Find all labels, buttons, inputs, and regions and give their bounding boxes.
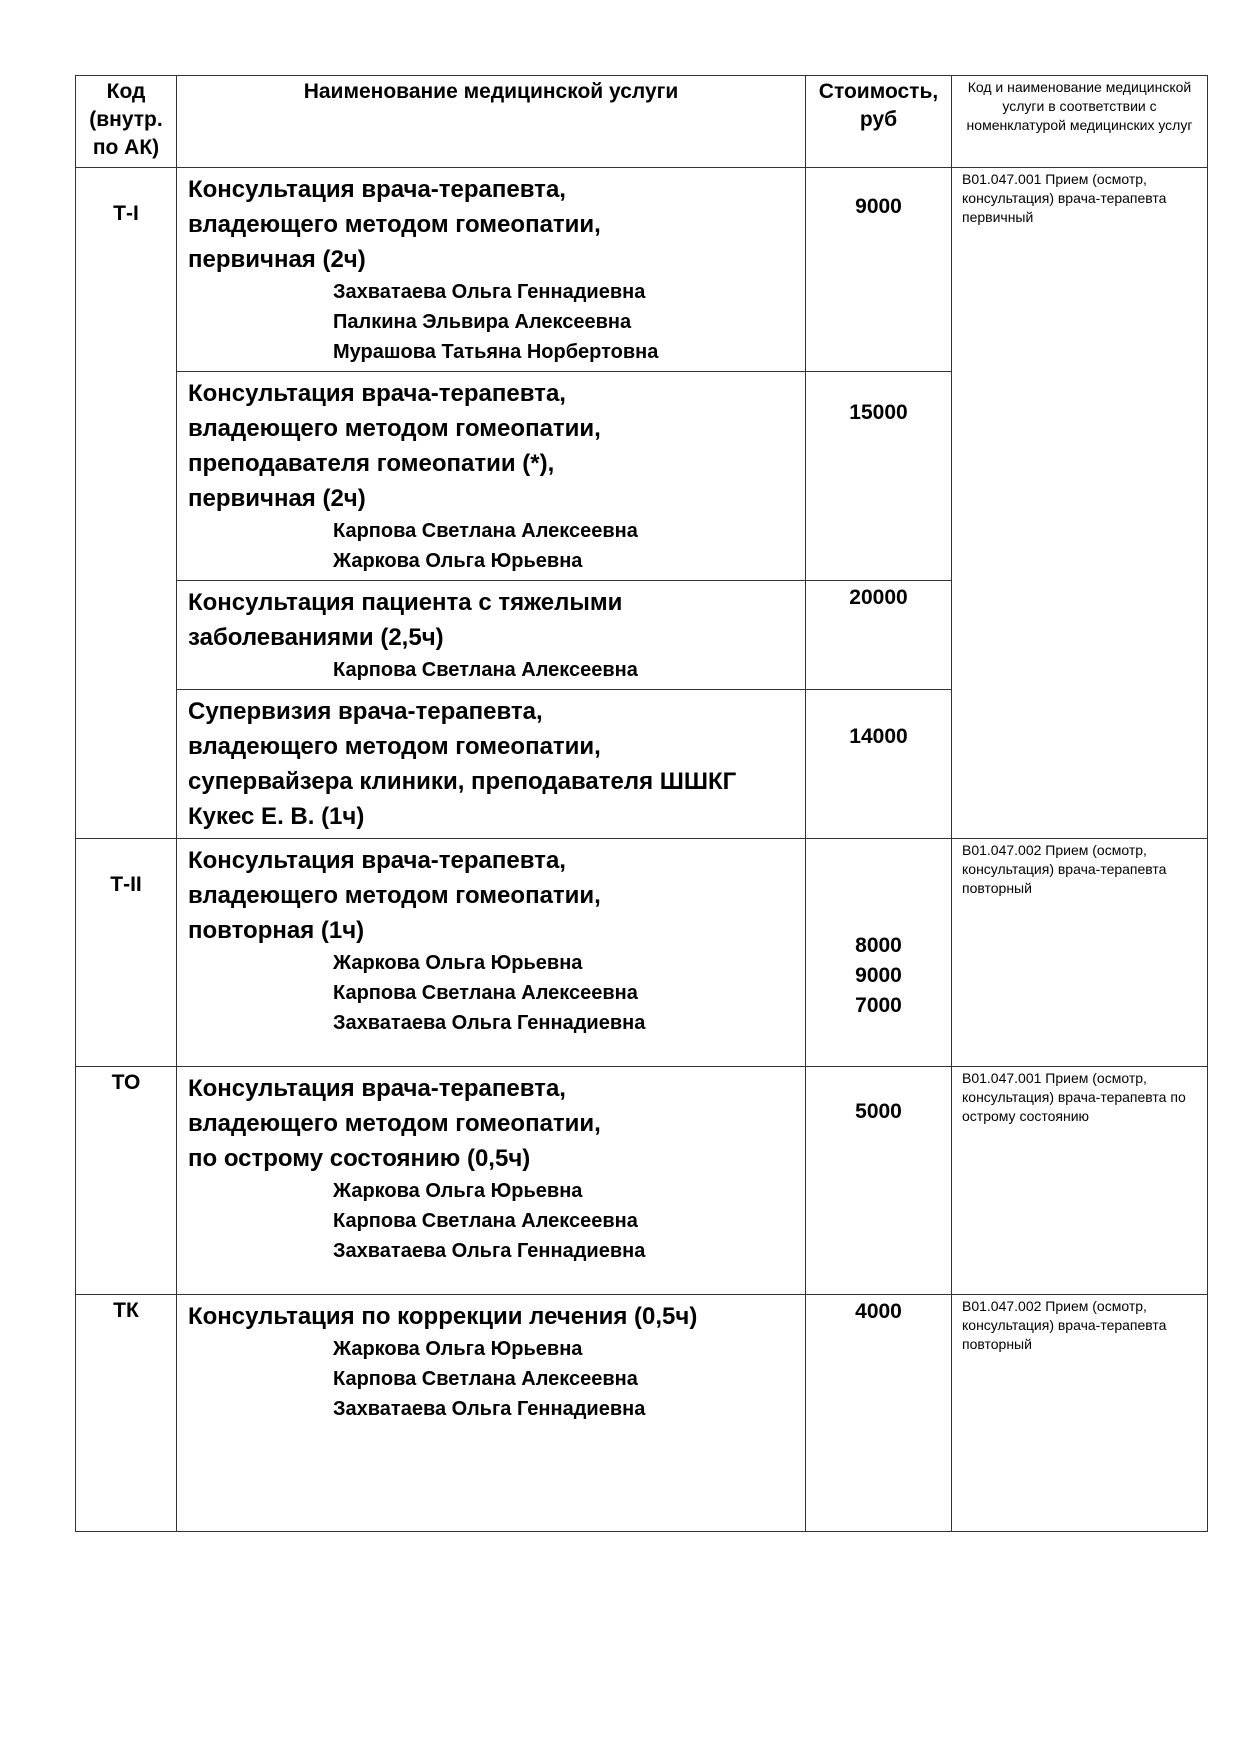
service-cell: [177, 372, 806, 581]
nomenclature-cell: В01.047.002 Прием (осмотр, консультация) врача-терапевта повторный: [952, 839, 1208, 1067]
header-code: Код (внутр. по АК): [76, 76, 177, 168]
price-cell: [806, 168, 952, 372]
service-title: Консультация по коррекции лечения (0,5ч): [188, 1303, 698, 1330]
service-title: Консультация врача-терапевта, владеющего методом гомеопатии, преподавателя гомеопатии (*), первичная (2ч): [188, 380, 601, 512]
price-value: 20000: [849, 586, 908, 609]
service-title: Консультация пациента с тяжелыми заболеваниями (2,5ч): [188, 589, 623, 651]
price-value: 9000: [855, 195, 902, 218]
service-cell: [177, 690, 806, 839]
doctor-name: Жаркова Ольга Юрьевна: [333, 952, 583, 974]
table-row: [76, 1067, 1208, 1295]
price-cell: [806, 581, 952, 690]
doctor-name: Карпова Светлана Алексеевна: [333, 659, 638, 681]
price-value: 5000: [855, 1100, 902, 1123]
nomenclature-cell: В01.047.001 Прием (осмотр, консультация) врача-терапевта первичный: [952, 168, 1208, 839]
service-title: Консультация врача-терапевта, владеющего методом гомеопатии, повторная (1ч): [188, 847, 601, 944]
price-list-table: [75, 75, 1208, 1532]
header-price: Стоимость, руб: [806, 76, 952, 168]
price-cell: [806, 839, 952, 1067]
doctor-name: Карпова Светлана Алексеевна: [333, 1368, 638, 1390]
doctor-name: Карпова Светлана Алексеевна: [333, 982, 638, 1004]
doctor-name: Захватаева Ольга Геннадиевна: [333, 1012, 646, 1034]
doctor-name: Жаркова Ольга Юрьевна: [333, 550, 583, 572]
service-cell: [177, 168, 806, 372]
header-row: [76, 76, 1208, 168]
doctor-name: Захватаева Ольга Геннадиевна: [333, 1398, 646, 1420]
doctor-name: Палкина Эльвира Алексеевна: [333, 311, 632, 333]
service-title: Консультация врача-терапевта, владеющего методом гомеопатии, по острому состоянию (0,5ч): [188, 1075, 601, 1172]
doctor-name: Карпова Светлана Алексеевна: [333, 520, 638, 542]
price-value: 15000: [849, 401, 908, 424]
service-cell: [177, 1295, 806, 1532]
header-nomenclature: Код и наименование медицинской услуги в соответствии с номенклатурой медицинских услуг: [952, 76, 1208, 168]
nomenclature-cell: В01.047.002 Прием (осмотр, консультация) врача-терапевта повторный: [952, 1295, 1208, 1532]
service-code: Т-II: [76, 839, 177, 1067]
doctor-name: Захватаева Ольга Геннадиевна: [333, 1240, 646, 1262]
price-value: 14000: [849, 725, 908, 748]
price-value: 7000: [855, 994, 902, 1017]
doctor-name: Мурашова Татьяна Норбертовна: [333, 341, 659, 363]
price-cell: [806, 690, 952, 839]
doctor-name: Карпова Светлана Алексеевна: [333, 1210, 638, 1232]
table-row: [76, 168, 1208, 372]
doctor-name: Жаркова Ольга Юрьевна: [333, 1180, 583, 1202]
price-cell: [806, 1067, 952, 1295]
doctor-name: Жаркова Ольга Юрьевна: [333, 1338, 583, 1360]
header-service-name: Наименование медицинской услуги: [177, 76, 806, 168]
price-cell: [806, 372, 952, 581]
service-cell: [177, 1067, 806, 1295]
service-cell: [177, 839, 806, 1067]
service-cell: [177, 581, 806, 690]
nomenclature-cell: В01.047.001 Прием (осмотр, консультация) врача-терапевта по острому состоянию: [952, 1067, 1208, 1295]
doctor-name: Захватаева Ольга Геннадиевна: [333, 281, 646, 303]
table-row: [76, 839, 1208, 1067]
service-title: Супервизия врача-терапевта, владеющего методом гомеопатии, супервайзера клиники, преподавателя ШШКГ Кукес Е. В. (1ч): [188, 698, 737, 830]
service-title: Консультация врача-терапевта, владеющего методом гомеопатии, первичная (2ч): [188, 176, 601, 273]
price-value: 8000: [855, 934, 902, 957]
service-code: ТО: [76, 1067, 177, 1295]
table-row: [76, 1295, 1208, 1532]
service-code: ТК: [76, 1295, 177, 1532]
service-code: Т-I: [76, 168, 177, 839]
price-value: 9000: [855, 964, 902, 987]
price-cell: [806, 1295, 952, 1532]
price-value: 4000: [855, 1300, 902, 1323]
